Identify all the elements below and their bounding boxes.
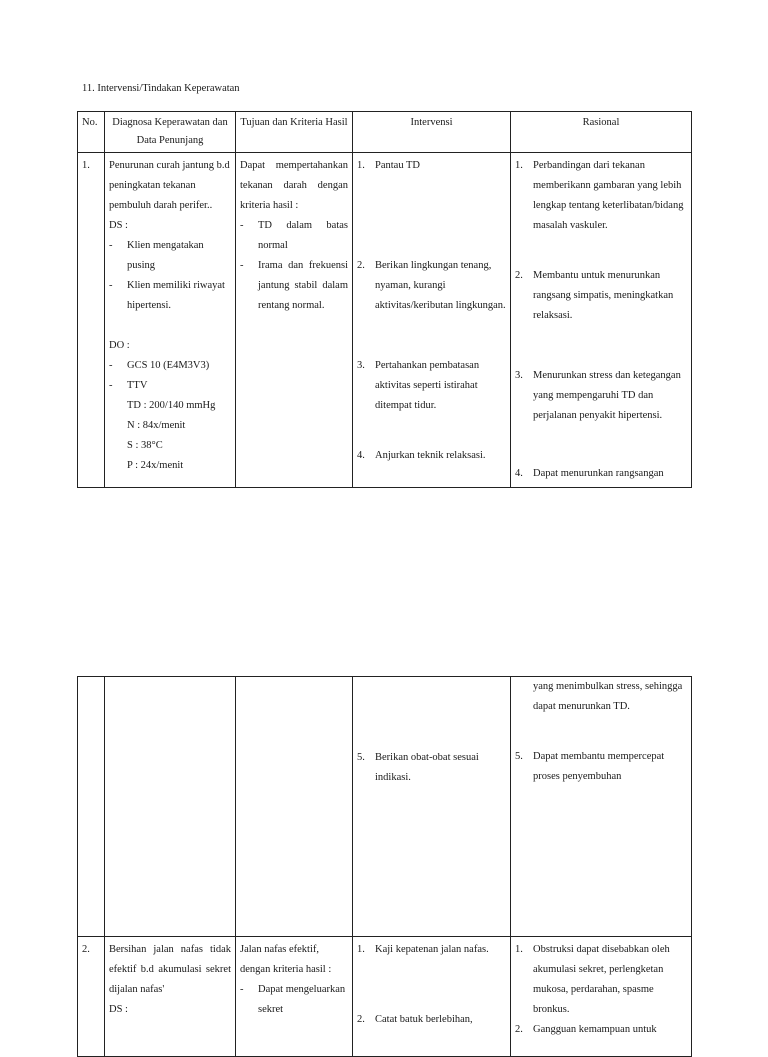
- intervensi-cell: [353, 153, 511, 488]
- item-text: Dapat membantu mempercepat proses penyembuhan: [533, 751, 665, 782]
- list-item: - Irama dan frekuensi jantung stabil dalam rentang normal.: [240, 256, 348, 316]
- header-intervensi: Intervensi: [353, 112, 511, 153]
- diagnosa-text: Penurunan curah jantung b.d peningkatan tekanan pembuluh darah perifer..: [109, 160, 230, 211]
- ds-list: [109, 236, 231, 316]
- item-text: Anjurkan teknik relaksasi.: [375, 450, 486, 461]
- item-number: 1.: [357, 160, 365, 171]
- rasional-cell: [511, 677, 692, 937]
- item-number: 2.: [515, 270, 523, 281]
- table-row: [78, 153, 692, 488]
- list-item: - Dapat mengeluarkan sekret: [240, 980, 348, 1020]
- section-heading: 11. Intervensi/Tindakan Keperawatan: [82, 83, 240, 94]
- item-text: Pantau TD: [375, 160, 421, 171]
- do-label: DO :: [109, 340, 130, 351]
- diagnosa-cell: [105, 677, 236, 937]
- rasional-list: [515, 156, 687, 484]
- header-rasional: Rasional: [511, 112, 692, 153]
- rasional-continued: yang menimbulkan stress, sehingga dapat menurunkan TD.: [533, 681, 683, 712]
- vital-td: TD : 200/140 mmHg: [127, 400, 216, 411]
- item-text: Pertahankan pembatasan aktivitas seperti istirahat ditempat tidur.: [375, 360, 480, 411]
- item-number: 4.: [357, 450, 365, 461]
- list-item: [515, 366, 687, 464]
- vital-s: S : 38°C: [127, 440, 163, 451]
- item-number: 3.: [515, 370, 523, 381]
- list-item: [515, 940, 687, 1020]
- list-item: [357, 356, 506, 446]
- list-item: - TTV: [109, 376, 231, 396]
- diagnosa-cell: [105, 937, 236, 1057]
- row-number: [78, 677, 105, 937]
- intervensi-cell: [353, 677, 511, 937]
- intervensi-cell: [353, 937, 511, 1057]
- item-number: 2.: [515, 1024, 523, 1035]
- item-text: Menurunkan stress dan ketegangan yang mempengaruhi TD dan perjalanan penyakit hipertensi.: [533, 370, 681, 421]
- tujuan-text: Dapat mempertahankan tekanan darah dengan kriteria hasil :: [240, 160, 348, 211]
- list-item: - Klien mengatakan pusing: [109, 236, 231, 276]
- item-text: Membantu untuk menurunkan rangsang simpatis, meningkatkan relaksasi.: [533, 270, 674, 321]
- intervensi-list: [357, 748, 506, 788]
- item-text: Catat batuk berlebihan,: [375, 1014, 473, 1025]
- list-item: [515, 266, 687, 366]
- list-item: [357, 1010, 506, 1030]
- diagnosa-cell: [105, 153, 236, 488]
- tujuan-cell: [236, 153, 353, 488]
- item-number: 1.: [515, 160, 523, 171]
- ds-label: DS :: [109, 220, 128, 231]
- header-tujuan: Tujuan dan Kriteria Hasil: [236, 112, 353, 153]
- tujuan-text: Jalan nafas efektif, dengan kriteria hasil :: [240, 944, 332, 975]
- row-number: 1.: [78, 153, 105, 488]
- item-number: 1.: [357, 944, 365, 955]
- rasional-cell: [511, 937, 692, 1057]
- rasional-cell: [511, 153, 692, 488]
- list-item: [515, 464, 687, 484]
- vital-n: N : 84x/menit: [127, 420, 186, 431]
- item-number: 2.: [357, 1014, 365, 1025]
- list-item: [357, 156, 506, 256]
- list-item: [357, 748, 506, 788]
- intervention-table: [77, 111, 692, 488]
- list-item: [357, 256, 506, 356]
- item-number: 1.: [515, 944, 523, 955]
- list-item: [357, 940, 506, 1010]
- list-item: - Klien memiliki riwayat hipertensi.: [109, 276, 231, 316]
- rasional-list: [515, 940, 687, 1040]
- intervention-table-continued: [77, 676, 692, 1057]
- list-item: [515, 747, 687, 787]
- tujuan-cell: [236, 937, 353, 1057]
- item-number: 5.: [515, 751, 523, 762]
- item-text: Perbandingan dari tekanan memberikann gambaran yang lebih lengkap tentang keterlibatan/bidang masalah vaskuler.: [533, 160, 684, 231]
- intervensi-list: [357, 940, 506, 1030]
- header-diagnosa: Diagnosa Keperawatan dan Data Penunjang: [105, 112, 236, 153]
- list-item: [357, 446, 506, 466]
- rasional-list: [515, 747, 687, 787]
- item-text: Dapat menurunkan rangsangan: [533, 468, 664, 479]
- header-no: No.: [78, 112, 105, 153]
- item-number: 5.: [357, 752, 365, 763]
- item-number: 4.: [515, 468, 523, 479]
- item-text: Kaji kepatenan jalan nafas.: [375, 944, 489, 955]
- table-header-row: [78, 112, 692, 153]
- tujuan-list: [240, 980, 348, 1020]
- list-item: - TD dalam batas normal: [240, 216, 348, 256]
- do-list: [109, 356, 231, 396]
- list-item: - GCS 10 (E4M3V3): [109, 356, 231, 376]
- vital-p: P : 24x/menit: [127, 460, 184, 471]
- item-text: Berikan lingkungan tenang, nyaman, kurangi aktivitas/keributan lingkungan.: [375, 260, 506, 311]
- list-item: [515, 156, 687, 266]
- ds-label: DS :: [109, 1004, 128, 1015]
- intervensi-list: [357, 156, 506, 466]
- tujuan-cell: [236, 677, 353, 937]
- item-text: Berikan obat-obat sesuai indikasi.: [375, 752, 479, 783]
- item-number: 3.: [357, 360, 365, 371]
- list-item: [515, 1020, 687, 1040]
- item-number: 2.: [357, 260, 365, 271]
- diagnosa-text: Bersihan jalan nafas tidak efektif b.d akumulasi sekret dijalan nafas': [109, 944, 231, 995]
- table-row: [78, 937, 692, 1057]
- item-text: Obstruksi dapat disebabkan oleh akumulasi sekret, perlengketan mukosa, perdarahan, spasme bronkus.: [533, 944, 670, 1015]
- tujuan-list: [240, 216, 348, 316]
- table-row: [78, 677, 692, 937]
- item-text: Gangguan kemampuan untuk: [533, 1024, 657, 1035]
- row-number: 2.: [78, 937, 105, 1057]
